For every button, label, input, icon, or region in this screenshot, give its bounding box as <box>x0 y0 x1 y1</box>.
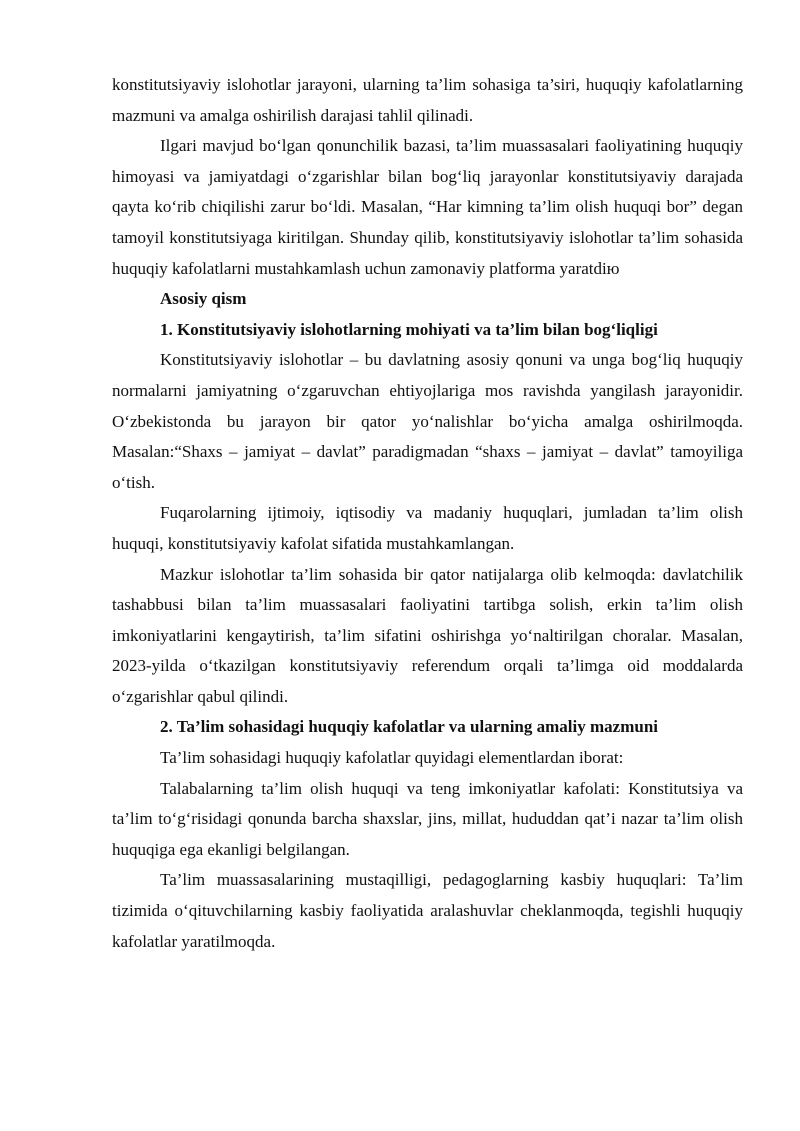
paragraph-institution-independence: Ta’lim muassasalarining mustaqilligi, pedagoglarning kasbiy huquqlari: Ta’lim tizimida o‘qituvchilarning kasbiy faoliyatida aralashuvlar cheklanmoqda, tegishli huquqiy kafolatlar yaratilmoqda. <box>112 870 743 951</box>
paragraph-legislative-base: Ilgari mavjud bo‘lgan qonunchilik bazasi, ta’lim muassasalari faoliyatining huquqiy himoyasi va jamiyatdagi o‘zgarishlar bilan bog‘liq jarayonlar konstitutsiyaviy darajada qayta ko‘rib chiqilishi zarur bo‘ldi. Masalan, “Har kimning ta’lim olish huquqi bor” degan tamoyil konstitutsiyaga kiritilgan. Shunday qilib, konstitutsiyaviy islohotlar ta’lim sohasida huquqiy kafolatlarni mustahkamlash uchun zamonaviy platforma yaratdiю <box>112 136 743 278</box>
paragraph-reforms-definition: Konstitutsiyaviy islohotlar – bu davlatning asosiy qonuni va unga bog‘liq huquqiy normalarni jamiyatning o‘zgaruvchan ehtiyojlariga mos ravishda yangilash jarayonidir. O‘zbekistonda bu jarayon bir qator yo‘nalishlar bo‘yicha amalga oshirilmoqda. Masalan:“Shaxs – jamiyat – davlat” paradigmadan “shaxs – jamiyat – davlat” tamoyiliga o‘tish. <box>112 350 743 492</box>
heading-section-1: 1. Konstitutsiyaviy islohotlarning mohiyati va ta’lim bilan bog‘liqligi <box>160 319 658 339</box>
paragraph-intro-continuation: konstitutsiyaviy islohotlar jarayoni, ularning ta’lim sohasiga ta’siri, huquqiy kafolatlarning mazmuni va amalga oshirilish darajasi tahlil qilinadi. <box>112 75 743 125</box>
heading-main-part: Asosiy qism <box>160 289 247 309</box>
paragraph-equal-opportunities: Talabalarning ta’lim olish huquqi va teng imkoniyatlar kafolati: Konstitutsiya va ta’lim to‘g‘risidagi qonunda barcha shaxslar, jins, millat, hududdan qat’i nazar ta’lim olish huquqiga ega ekanligi belgilangan. <box>112 778 743 859</box>
paragraph-reform-results: Mazkur islohotlar ta’lim sohasida bir qator natijalarga olib kelmoqda: davlatchilik tashabbusi bilan ta’lim muassasalari faoliyatini tartibga solish, erkin ta’lim olish imkoniyatlarini kengaytirish, ta’lim sifatini oshirishga yo‘naltirilgan choralar. Masalan, 2023-yilda o‘tkazilgan konstitutsiyaviy referendum orqali ta’limga oid moddalarda o‘zgarishlar qabul qilindi. <box>112 564 743 706</box>
paragraph-guarantee-elements: Ta’lim sohasidagi huquqiy kafolatlar quyidagi elementlardan iborat: <box>160 748 624 768</box>
paragraph-citizen-rights: Fuqarolarning ijtimoiy, iqtisodiy va madaniy huquqlari, jumladan ta’lim olish huquqi, konstitutsiyaviy kafolat sifatida mustahkamlangan. <box>112 503 743 553</box>
heading-section-2: 2. Ta’lim sohasidagi huquqiy kafolatlar va ularning amaliy mazmuni <box>160 717 658 737</box>
